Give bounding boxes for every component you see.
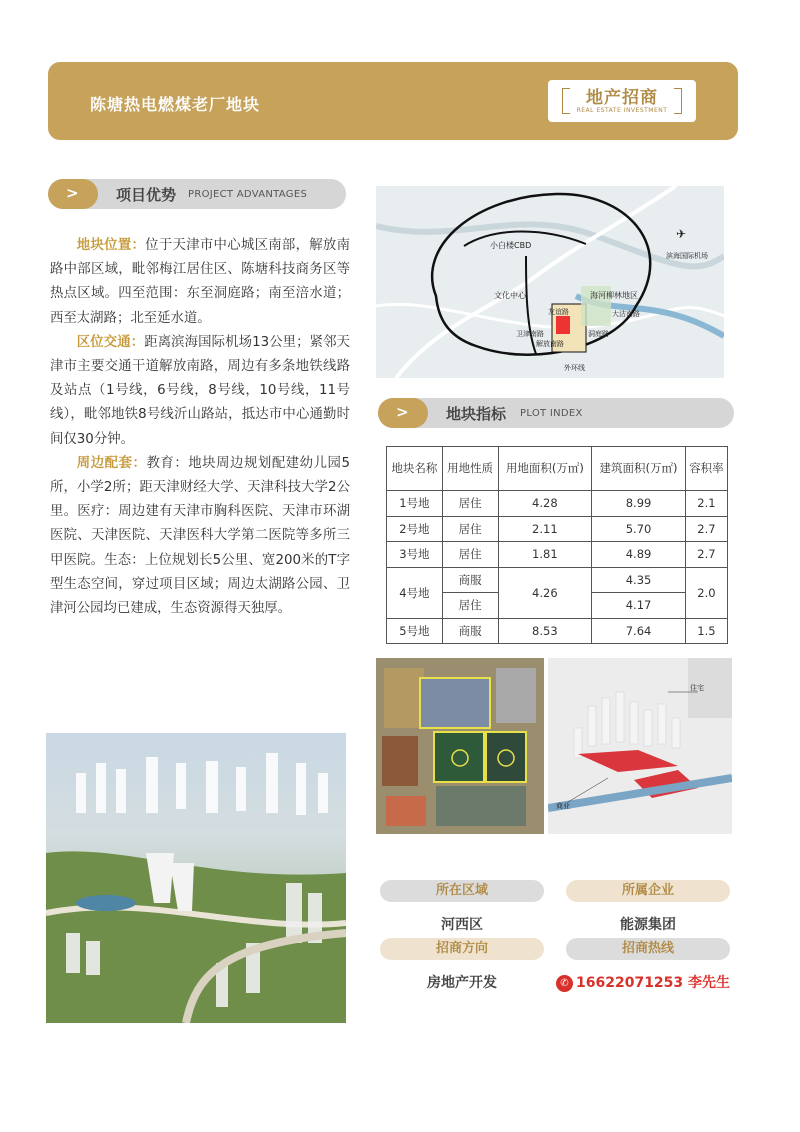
chevron-right-icon: > (66, 184, 79, 202)
table-header-row (387, 447, 728, 491)
map-label-cbd: 小白楼CBD (490, 241, 532, 250)
phone-icon: ✆ (556, 975, 573, 992)
location-label: 地块位置： (76, 238, 146, 253)
map-label-culture: 文化中心 (494, 291, 526, 300)
map-label-dongting: 洞庭路 (588, 330, 609, 338)
section-title-cn: 地块指标 (446, 405, 507, 423)
table-row (387, 491, 728, 517)
cell-far: 2.7 (685, 542, 727, 568)
label-commercial: 商业 (556, 802, 570, 810)
facilities-label: 周边配套： (76, 455, 147, 471)
column-header: 地块名称 (387, 447, 443, 491)
map-label-airport: 滨海国际机场 (666, 252, 708, 260)
cell-far: 2.0 (685, 567, 727, 618)
direction-value: 房地产开发 (427, 975, 497, 991)
cell-name: 4号地 (387, 567, 443, 618)
map-label-jiefang: 解放南路 (536, 340, 564, 348)
hotline-number: 16622071253 李先生 (576, 975, 731, 991)
location-paragraph (50, 234, 350, 331)
real-estate-badge (548, 80, 696, 122)
plot-index-section-header (378, 398, 734, 428)
cell-land: 4.28 (498, 491, 592, 517)
cell-build: 4.35 (592, 567, 686, 593)
cell-use: 居住 (442, 593, 498, 619)
region-value: 河西区 (441, 917, 483, 933)
cell-far: 1.5 (685, 618, 727, 644)
massing-model-image (548, 658, 732, 834)
table-row (387, 516, 728, 542)
location-map (376, 186, 724, 378)
header-banner (48, 62, 738, 140)
cell-land: 4.26 (498, 567, 592, 618)
badge-subtitle: REAL ESTATE INVESTMENT (576, 107, 668, 114)
transport-text: 距离滨海国际机场13公里；紧邻天津市主要交通干道解放南路，周边有多条地铁线路及站点（1号线，6号线，8号线，10号线，11号线），毗邻地铁8号线沂山路站，抵达市中心通勤时间仅30分钟。 (50, 334, 351, 447)
map-label-haihe: 海河柳林地区 (590, 291, 638, 300)
cell-build: 5.70 (592, 516, 686, 542)
cell-far: 2.7 (685, 516, 727, 542)
aerial-rendering-graphic (46, 733, 346, 1023)
badge-title: 地产招商 (586, 88, 658, 108)
location-map-graphic (376, 186, 724, 378)
column-header: 用地性质 (442, 447, 498, 491)
cell-name: 5号地 (387, 618, 443, 644)
airplane-icon: ✈ (676, 227, 687, 241)
site-plan-image (376, 658, 544, 834)
cell-build: 4.89 (592, 542, 686, 568)
table-row (387, 542, 728, 568)
cell-build: 7.64 (592, 618, 686, 644)
advantages-text (50, 234, 350, 621)
map-label-dagu: 大沽南路 (612, 310, 640, 318)
column-header: 用地面积(万㎡) (498, 447, 592, 491)
company-value: 能源集团 (620, 917, 676, 933)
cell-use: 商服 (442, 618, 498, 644)
table-row (387, 567, 728, 593)
cell-use: 居住 (442, 516, 498, 542)
label-residential: 住宅 (690, 684, 704, 692)
cell-build: 8.99 (592, 491, 686, 517)
hotline-label-tag: 招商热线 (566, 938, 730, 960)
cell-land: 2.11 (498, 516, 592, 542)
cell-use: 居住 (442, 542, 498, 568)
cell-far: 2.1 (685, 491, 727, 517)
facilities-text: 教育：地块周边规划配建幼儿园5所，小学2所；距天津财经大学、天津科技大学2公里。医疗：周边建有天津市胸科医院、天津市环湖医院、天津医院、天津医科大学第二医院等多所三甲医院。生态：上位规划长5公里、宽200米的T字型生态空间，穿过项目区域；周边太湖路公园、卫津河公园均已建成，生态资源得天独厚。 (50, 455, 350, 617)
cell-name: 2号地 (387, 516, 443, 542)
cell-use: 居住 (442, 491, 498, 517)
aerial-rendering-image (46, 733, 346, 1023)
section-title-cn: 项目优势 (116, 186, 177, 204)
cell-name: 3号地 (387, 542, 443, 568)
region-label-tag: 所在区域 (380, 880, 544, 902)
transport-label: 区位交通： (76, 334, 145, 350)
section-title-en: PLOT INDEX (520, 408, 583, 419)
map-label-youyi: 友谊路 (548, 308, 569, 316)
cell-name: 1号地 (387, 491, 443, 517)
map-label-ring: 外环线 (564, 364, 585, 372)
column-header: 建筑面积(万㎡) (592, 447, 686, 491)
massing-model-graphic (548, 658, 732, 834)
cell-build: 4.17 (592, 593, 686, 619)
section-title-en: PROJECT ADVANTAGES (188, 189, 308, 200)
transport-paragraph (50, 331, 350, 452)
column-header: 容积率 (685, 447, 727, 491)
map-label-weijin: 卫津南路 (516, 330, 544, 338)
chevron-right-icon: > (396, 403, 409, 421)
advantages-section-header (48, 179, 346, 209)
cell-land: 1.81 (498, 542, 592, 568)
page-title: 陈塘热电燃煤老厂地块 (90, 95, 261, 114)
site-plan-graphic (376, 658, 544, 834)
facilities-paragraph (50, 452, 350, 621)
direction-label-tag: 招商方向 (380, 938, 544, 960)
plot-index-table (386, 446, 728, 644)
cell-use: 商服 (442, 567, 498, 593)
table-row (387, 618, 728, 644)
hotline-value (556, 972, 730, 992)
cell-land: 8.53 (498, 618, 592, 644)
company-label-tag: 所属企业 (566, 880, 730, 902)
location-text: 位于天津市中心城区南部，解放南路中部区域，毗邻梅江居住区、陈塘科技商务区等热点区域。四至范围：东至洞庭路；南至涪水道；西至太湖路；北至延水道。 (50, 238, 351, 326)
